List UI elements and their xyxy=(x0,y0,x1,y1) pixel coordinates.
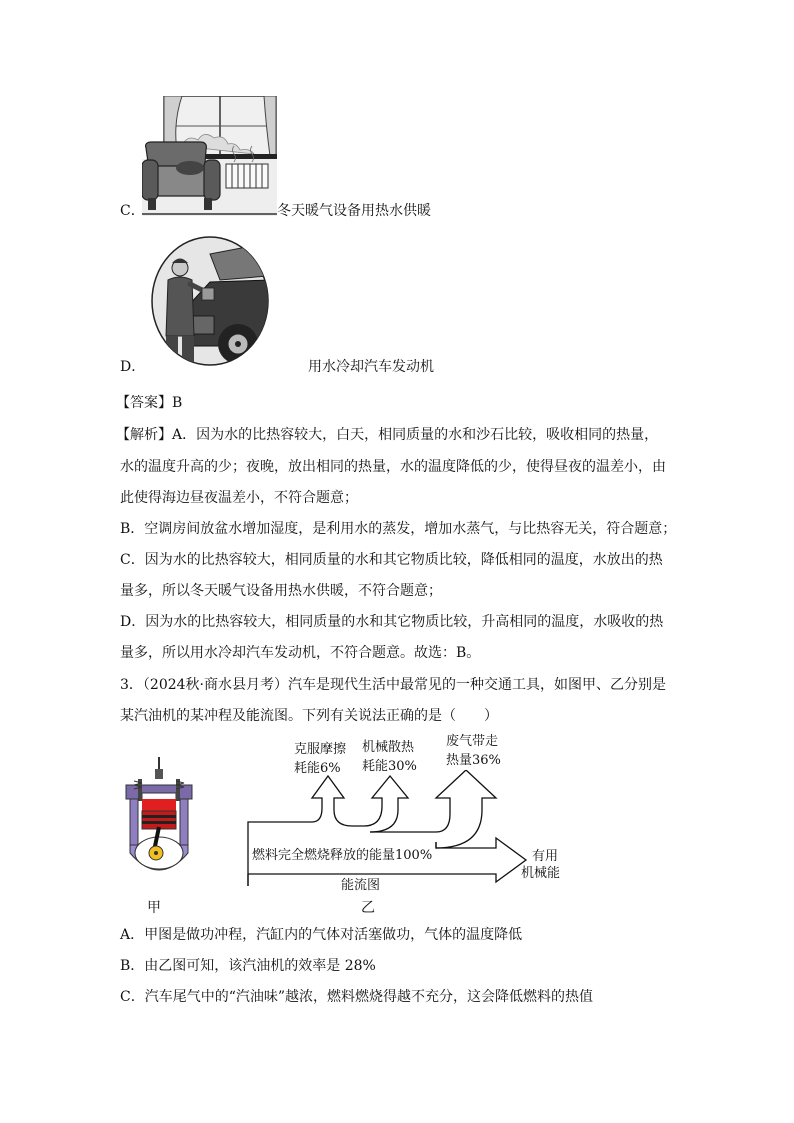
engine-label: 甲 xyxy=(147,900,161,916)
branch-exhaust-line2: 热量36% xyxy=(446,753,501,768)
main-flow-label: 燃料完全燃烧释放的能量100% xyxy=(252,848,433,863)
answer-line xyxy=(116,393,182,413)
analysis-line-7: D．因为水的比热容较大，相同质量的水和其它物质比较，升高相同的温度，水吸收的热 xyxy=(120,614,664,630)
analysis-line-3: 此使得海边昼夜温差小，不符合题意； xyxy=(120,490,358,506)
analysis-line-5: C．因为水的比热容较大，相同质量的水和其它物质比较，降低相同的温度，水放出的热 xyxy=(120,552,663,568)
option-d-caption: 用水冷却汽车发动机 xyxy=(308,359,434,375)
option-c-caption: 冬天暖气设备用热水供暖 xyxy=(277,203,431,219)
output-line1: 有用 xyxy=(532,849,559,864)
question3-option-c: C．汽车尾气中的“汽油味”越浓，燃料燃烧得越不充分，这会降低燃料的热值 xyxy=(120,989,594,1005)
branch-exhaust-line1: 废气带走 xyxy=(446,734,499,749)
output-line2: 机械能 xyxy=(521,866,561,881)
question3-line-1: 3．（2024秋·商水县月考）汽车是现代生活中最常见的一种交通工具，如图甲、乙分别是 xyxy=(120,677,666,693)
car-cooling-illustration xyxy=(150,236,270,366)
option-c-row xyxy=(120,201,145,221)
option-d-row xyxy=(120,357,145,377)
radiator-room-illustration xyxy=(142,96,277,216)
engine-cylinder-illustration xyxy=(124,757,194,875)
branch-friction-line2: 耗能6% xyxy=(294,761,341,776)
question3-line-2: 某汽油机的某冲程及能流图。下列有关说法正确的是（ ） xyxy=(120,708,498,724)
branch-heat-line2: 耗能30% xyxy=(362,759,417,774)
answer-label: 【答案】 xyxy=(116,395,172,411)
analysis-line-2: 水的温度升高的少；夜晚，放出相同的热量，水的温度降低的少，使得昼夜的温差小，由 xyxy=(120,459,666,475)
question3-option-a: A．甲图是做功冲程，汽缸内的气体对活塞做功，气体的温度降低 xyxy=(120,927,523,943)
analysis-line-4: B．空调房间放盆水增加湿度，是利用水的蒸发，增加水蒸气，与比热容无关，符合题意； xyxy=(120,521,677,537)
analysis-label: 【解析】 xyxy=(116,427,172,443)
analysis-line-1: 【解析】A．因为水的比热容较大，白天，相同质量的水和沙石比较，吸收相同的热量， xyxy=(116,427,659,443)
diagram-title: 能流图 xyxy=(341,878,381,893)
analysis-line-8: 量多，所以用水冷却汽车发动机，不符合题意。故选：B。 xyxy=(120,645,481,661)
option-c-letter: C． xyxy=(120,203,145,219)
branch-friction-line1: 克服摩擦 xyxy=(294,742,347,757)
analysis-line-6: 量多，所以冬天暖气设备用热水供暖，不符合题意； xyxy=(120,583,442,599)
answer-value: B xyxy=(172,395,183,411)
diagram-label: 乙 xyxy=(361,900,375,916)
option-d-letter: D． xyxy=(120,359,146,375)
question3-option-b: B．由乙图可知，该汽油机的效率是 28% xyxy=(120,958,376,974)
branch-heat-line1: 机械散热 xyxy=(362,740,415,755)
